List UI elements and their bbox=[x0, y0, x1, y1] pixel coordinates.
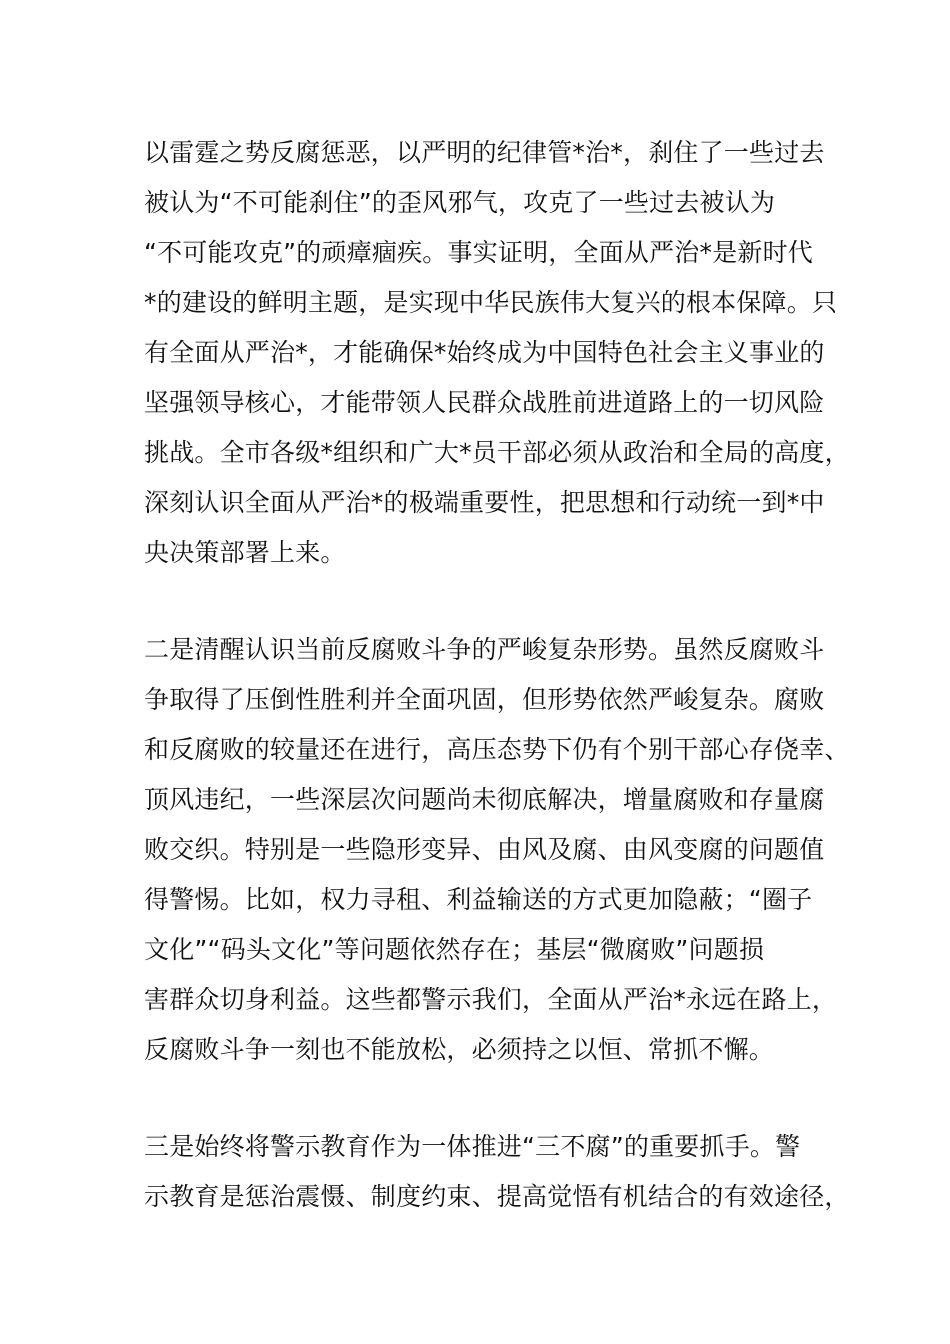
text-line: 反腐败斗争一刻也不能放松，必须持之以恒、常抓不懈。 bbox=[144, 1035, 775, 1064]
text-line: 二是清醒认识当前反腐败斗争的严峻复杂形势。虽然反腐败斗 bbox=[144, 635, 825, 664]
text-line: 顶风违纪，一些深层次问题尚未彻底解决，增量腐败和存量腐 bbox=[144, 785, 825, 814]
text-line: 以雷霆之势反腐惩恶，以严明的纪律管*治*，刹住了一些过去 bbox=[144, 138, 825, 167]
text-line: 挑战。全市各级*组织和广大*员干部必须从政治和全局的高度， bbox=[144, 438, 850, 467]
text-line: 败交织。特别是一些隐形变异、由风及腐、由风变腐的问题值 bbox=[144, 835, 825, 864]
text-line: 争取得了压倒性胜利并全面巩固，但形势依然严峻复杂。腐败 bbox=[144, 685, 825, 714]
text-line: 坚强领导核心，才能带领人民群众战胜前进道路上的一切风险 bbox=[144, 388, 825, 417]
text-line: 文化”“码头文化”等问题依然存在；基层“微腐败”问题损 bbox=[144, 935, 765, 964]
text-line: 害群众切身利益。这些都警示我们，全面从严治*永远在路上， bbox=[144, 985, 838, 1014]
text-line: 示教育是惩治震慑、制度约束、提高觉悟有机结合的有效途径， bbox=[144, 1182, 850, 1211]
text-line: 和反腐败的较量还在进行，高压态势下仍有个别干部心存侥幸、 bbox=[144, 735, 850, 764]
text-line: 央决策部署上来。 bbox=[144, 538, 346, 567]
text-line: 深刻认识全面从严治*的极端重要性，把思想和行动统一到*中 bbox=[144, 488, 825, 517]
text-line: 得警惕。比如，权力寻租、利益输送的方式更加隐蔽；“圈子 bbox=[144, 885, 813, 914]
text-line: *的建设的鲜明主题，是实现中华民族伟大复兴的根本保障。只 bbox=[144, 288, 838, 317]
text-line: 被认为“不可能刹住”的歪风邪气，攻克了一些过去被认为 bbox=[144, 188, 776, 217]
text-line: “不可能攻克”的顽瘴痼疾。事实证明，全面从严治*是新时代 bbox=[144, 238, 814, 267]
text-line: 有全面从严治*，才能确保*始终成为中国特色社会主义事业的 bbox=[144, 338, 825, 367]
text-line: 三是始终将警示教育作为一体推进“三不腐”的重要抓手。警 bbox=[144, 1132, 801, 1161]
